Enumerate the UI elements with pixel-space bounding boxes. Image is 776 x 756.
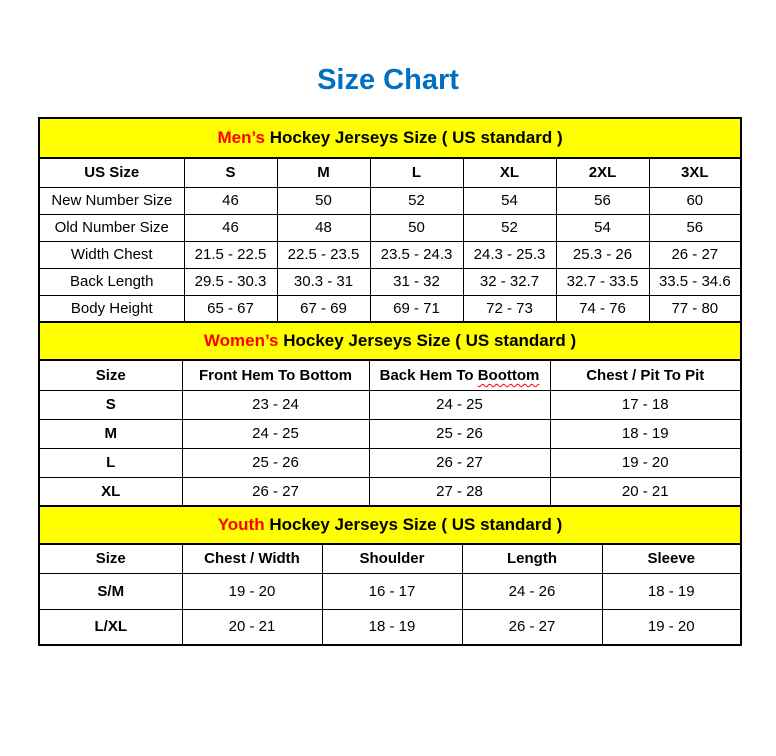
- row-label: Back Length: [39, 268, 184, 295]
- womens-section-title: Women’s Hockey Jerseys Size ( US standard ): [39, 322, 741, 360]
- row-label: New Number Size: [39, 187, 184, 214]
- womens-section-band: [39, 322, 741, 360]
- table-cell: 54: [556, 214, 649, 241]
- table-cell: 20 - 21: [550, 477, 741, 506]
- table-row: [39, 187, 741, 214]
- table-cell: 24 - 25: [369, 390, 550, 419]
- table-cell: 31 - 32: [370, 268, 463, 295]
- table-cell: 29.5 - 30.3: [184, 268, 277, 295]
- column-header: Size: [39, 544, 182, 573]
- table-cell: 33.5 - 34.6: [649, 268, 741, 295]
- row-label: Old Number Size: [39, 214, 184, 241]
- table-row: [39, 241, 741, 268]
- row-label: L/XL: [39, 609, 182, 645]
- column-header: XL: [463, 158, 556, 187]
- table-cell: 32.7 - 33.5: [556, 268, 649, 295]
- table-cell: 46: [184, 187, 277, 214]
- table-cell: 24 - 25: [182, 419, 369, 448]
- column-header: Chest / Width: [182, 544, 322, 573]
- table-cell: 48: [277, 214, 370, 241]
- table-cell: 17 - 18: [550, 390, 741, 419]
- column-header: Sleeve: [602, 544, 741, 573]
- womens-size-table: [38, 321, 742, 507]
- column-header: 3XL: [649, 158, 741, 187]
- column-header: S: [184, 158, 277, 187]
- table-row: [39, 419, 741, 448]
- table-cell: 52: [370, 187, 463, 214]
- section-accent: Women’s: [203, 331, 279, 350]
- youth-section-title: Youth Hockey Jerseys Size ( US standard ): [39, 506, 741, 544]
- table-cell: 24.3 - 25.3: [463, 241, 556, 268]
- youth-section-band: [39, 506, 741, 544]
- size-chart: [38, 117, 740, 646]
- table-row: [39, 295, 741, 322]
- column-header: Back Hem To Boottom: [369, 360, 550, 390]
- table-cell: 18 - 19: [602, 573, 741, 609]
- table-cell: 27 - 28: [369, 477, 550, 506]
- mens-section-title: Men’s Hockey Jerseys Size ( US standard ): [39, 118, 741, 158]
- section-accent: Youth: [217, 515, 265, 534]
- table-cell: 32 - 32.7: [463, 268, 556, 295]
- table-cell: 21.5 - 22.5: [184, 241, 277, 268]
- table-cell: 52: [463, 214, 556, 241]
- table-cell: 18 - 19: [550, 419, 741, 448]
- table-cell: 54: [463, 187, 556, 214]
- table-cell: 18 - 19: [322, 609, 462, 645]
- table-row: [39, 390, 741, 419]
- table-cell: 25.3 - 26: [556, 241, 649, 268]
- row-label: S: [39, 390, 182, 419]
- table-row: [39, 214, 741, 241]
- youth-size-table: [38, 505, 742, 646]
- column-header: Length: [462, 544, 602, 573]
- row-label: Width Chest: [39, 241, 184, 268]
- row-label: XL: [39, 477, 182, 506]
- table-cell: 69 - 71: [370, 295, 463, 322]
- row-label: Body Height: [39, 295, 184, 322]
- row-label: S/M: [39, 573, 182, 609]
- table-row: [39, 477, 741, 506]
- table-cell: 30.3 - 31: [277, 268, 370, 295]
- table-cell: 50: [277, 187, 370, 214]
- section-accent: Men’s: [217, 128, 265, 147]
- mens-size-table: [38, 117, 742, 323]
- mens-section-band: [39, 118, 741, 158]
- page-title: Size Chart: [317, 64, 459, 96]
- table-cell: 74 - 76: [556, 295, 649, 322]
- column-header: Shoulder: [322, 544, 462, 573]
- column-header: Front Hem To Bottom: [182, 360, 369, 390]
- column-header: Size: [39, 360, 182, 390]
- column-header: US Size: [39, 158, 184, 187]
- table-cell: 25 - 26: [182, 448, 369, 477]
- table-cell: 20 - 21: [182, 609, 322, 645]
- table-cell: 26 - 27: [369, 448, 550, 477]
- table-cell: 24 - 26: [462, 573, 602, 609]
- row-label: L: [39, 448, 182, 477]
- column-header: M: [277, 158, 370, 187]
- table-row: [39, 609, 741, 645]
- table-cell: 67 - 69: [277, 295, 370, 322]
- table-row: [39, 448, 741, 477]
- table-cell: 22.5 - 23.5: [277, 241, 370, 268]
- table-cell: 23.5 - 24.3: [370, 241, 463, 268]
- table-row: [39, 268, 741, 295]
- table-row: [39, 573, 741, 609]
- table-cell: 19 - 20: [602, 609, 741, 645]
- table-cell: 46: [184, 214, 277, 241]
- mens-header-row: [39, 158, 741, 187]
- table-cell: 19 - 20: [550, 448, 741, 477]
- table-cell: 56: [649, 214, 741, 241]
- table-cell: 26 - 27: [462, 609, 602, 645]
- table-cell: 16 - 17: [322, 573, 462, 609]
- table-cell: 50: [370, 214, 463, 241]
- table-cell: 26 - 27: [182, 477, 369, 506]
- table-cell: 23 - 24: [182, 390, 369, 419]
- misspelled-word: Boottom: [477, 366, 540, 384]
- womens-header-row: [39, 360, 741, 390]
- column-header: Chest / Pit To Pit: [550, 360, 741, 390]
- youth-header-row: [39, 544, 741, 573]
- table-cell: 77 - 80: [649, 295, 741, 322]
- table-cell: 19 - 20: [182, 573, 322, 609]
- table-cell: 60: [649, 187, 741, 214]
- table-cell: 26 - 27: [649, 241, 741, 268]
- row-label: M: [39, 419, 182, 448]
- table-cell: 56: [556, 187, 649, 214]
- table-cell: 65 - 67: [184, 295, 277, 322]
- table-cell: 72 - 73: [463, 295, 556, 322]
- table-cell: 25 - 26: [369, 419, 550, 448]
- column-header: 2XL: [556, 158, 649, 187]
- column-header: L: [370, 158, 463, 187]
